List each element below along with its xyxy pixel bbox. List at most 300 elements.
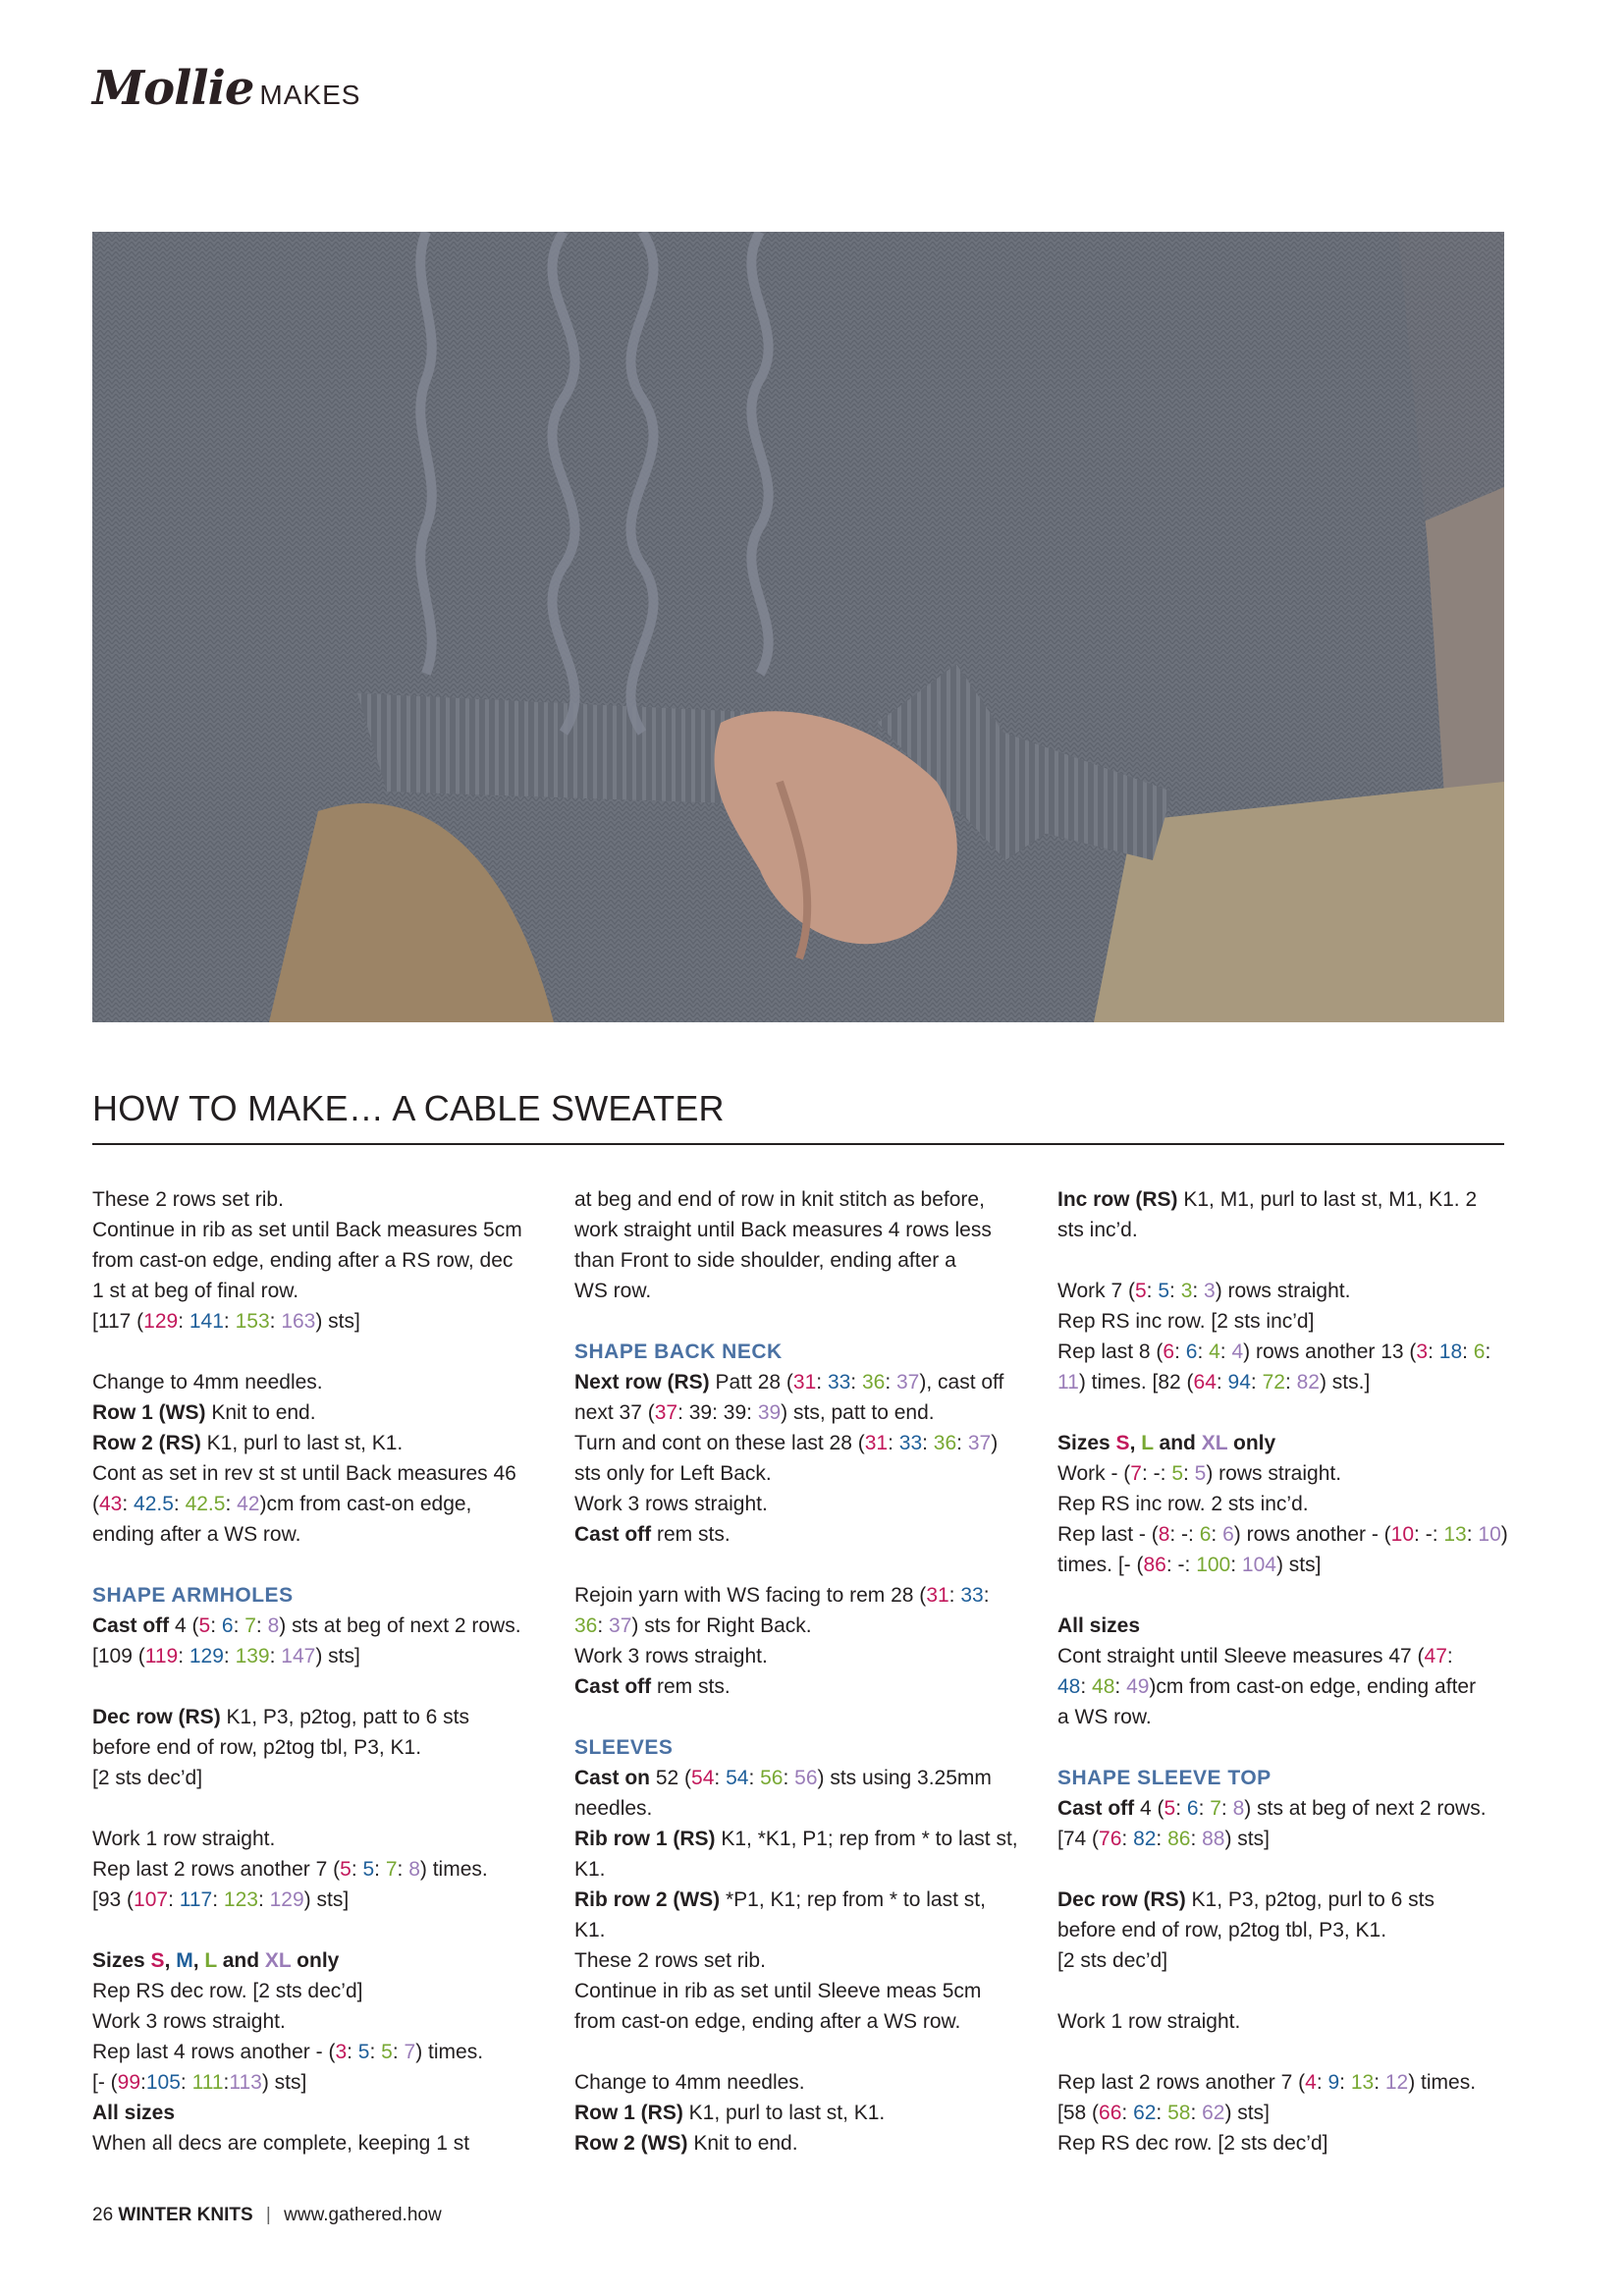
instruction-line [92,1245,514,1276]
text-run: : [225,1493,238,1515]
text-run: : [714,1767,727,1789]
text-run: , [1129,1432,1142,1454]
size-value: 54 [726,1767,749,1789]
text-run: K1, P3, p2tog, purl to 6 sts [1185,1888,1435,1911]
size-value: 58 [1167,2102,1191,2124]
text-run: Work 3 rows straight. [92,2010,286,2033]
size-value: 139 [235,1645,270,1667]
instruction-line [1057,1945,1470,1976]
cable-sweater-photo [92,232,1504,1022]
size-value: 5 [1134,1280,1147,1302]
text-run: Sizes [92,1949,151,1972]
size-value: 37 [967,1432,992,1454]
text-run: : [1197,1340,1210,1363]
instruction-line [574,1519,987,1550]
text-run: next 37 ( [574,1401,655,1424]
text-run: : [1485,1340,1491,1363]
text-run: Inc row (RS) [1057,1188,1178,1211]
text-run: [93 ( [92,1888,135,1911]
size-value: 18 [1438,1340,1463,1363]
text-run: : [1169,1280,1181,1302]
size-value: 129 [269,1888,304,1911]
text-run: rem sts. [651,1675,731,1698]
text-run: : [257,1888,270,1911]
text-run: : [1428,1340,1439,1363]
size-value: 129 [143,1310,179,1333]
text-run: : [180,2071,192,2094]
text-run: Rep last 8 ( [1057,1340,1164,1363]
instruction-line [92,1763,505,1793]
size-value: 4 [1209,1340,1220,1363]
text-run: These 2 rows set rib. [92,1188,284,1211]
size-value: 5 [362,1858,375,1881]
text-run: : [1216,1371,1228,1394]
size-value: 99 [117,2071,141,2094]
instruction-line [92,1184,505,1215]
text-run: ) times. [415,2041,484,2063]
spacer [574,1306,987,1337]
size-value: 107 [134,1888,169,1911]
text-run: : [1250,1371,1263,1394]
text-run: 52 ( [650,1767,692,1789]
text-run: and [1153,1432,1202,1454]
text-run: : [948,1584,961,1607]
size-value: 5 [1164,1797,1176,1820]
instruction-line [1057,1337,1491,1367]
size-value: 37 [609,1614,632,1637]
text-run: ) times. [1408,2071,1477,2094]
instruction-line [92,1306,505,1337]
text-run: : [597,1614,610,1637]
size-value: 5 [1171,1462,1183,1485]
text-run: )cm from cast-on edge, [259,1493,472,1515]
size-value: 31 [792,1371,817,1394]
text-run: : [1230,1554,1242,1576]
spacer [574,1702,987,1732]
size-value: 7 [1130,1462,1142,1485]
size-value: L [204,1949,217,1972]
instruction-line [92,1428,505,1458]
text-run: : [1114,1675,1127,1698]
instruction-line [574,1215,992,1245]
magazine-name: WINTER KNITS [118,2205,253,2225]
text-run: Knit to end. [205,1401,316,1424]
instruction-line [92,2098,505,2128]
size-value: 113 [229,2071,262,2094]
spacer [1057,1732,1470,1763]
spacer [1057,1245,1470,1276]
text-run: : [140,2071,146,2094]
size-value: 8 [267,1614,280,1637]
instruction-line [1057,1276,1470,1306]
instruction-line [574,1245,987,1276]
text-run: Continue in rib as set until Back measures 5cm [92,1219,522,1241]
size-value: 117 [179,1888,213,1911]
text-run: Cont as set in rev st st until Back measures 46 [92,1462,516,1485]
text-run: [2 sts dec’d] [92,1767,203,1789]
size-value: 37 [654,1401,678,1424]
text-run: : [783,1767,795,1789]
text-run: : [223,1645,236,1667]
size-value: 33 [960,1584,984,1607]
size-value: 36 [574,1614,598,1637]
size-value: 43 [99,1493,123,1515]
size-value: 153 [235,1310,270,1333]
pattern-column-2 [574,1184,1018,2159]
text-run: K1, M1, purl to last st, M1, K1. 2 [1177,1188,1478,1211]
text-run: : [922,1432,934,1454]
text-run: : [269,1645,282,1667]
text-run: When all decs are complete, keeping 1 st [92,2132,470,2155]
text-run: from cast-on edge, ending after a WS row. [574,2010,961,2033]
size-value: 6 [1163,1340,1175,1363]
text-run: Continue in rib as set until Sleeve meas 5cm [574,1980,982,2002]
text-run: rem sts. [651,1523,731,1546]
instruction-line [92,1276,505,1306]
text-run: : [1080,1675,1093,1698]
instruction-line [574,1915,987,1945]
text-run: : -: [1169,1523,1200,1546]
text-run: : [885,1371,896,1394]
text-run: ) [1500,1523,1508,1546]
spacer [92,1550,505,1580]
size-value: S [1115,1432,1130,1454]
text-run: Next row (RS) [574,1371,710,1394]
text-run: : [122,1493,135,1515]
text-run: : [1284,1371,1297,1394]
instruction-line [574,1671,987,1702]
mollie-makes-logo [92,61,360,116]
instruction-line [574,1397,987,1428]
spacer [92,1793,505,1824]
size-value: 5 [1194,1462,1207,1485]
text-run: : -: [1165,1554,1197,1576]
text-run: : [1146,1280,1159,1302]
instruction-line [574,1945,987,1976]
size-value: 54 [691,1767,715,1789]
size-value: 8 [1232,1797,1245,1820]
size-value: 111 [191,2071,224,2094]
text-run: : [1211,1523,1223,1546]
text-run: ending after a WS row. [92,1523,301,1546]
text-run: : [178,1645,189,1667]
text-run: ) sts] [261,2071,307,2094]
text-run: These 2 rows set rib. [574,1949,766,1972]
text-run: : [1156,2102,1168,2124]
instruction-line [1057,1793,1487,1824]
pattern-column-3 [1057,1184,1508,2159]
text-run: Knit to end. [687,2132,798,2155]
text-run: K1, P3, p2tog, patt to 6 sts [220,1706,470,1728]
size-value: 129 [189,1645,224,1667]
text-run: Work 3 rows straight. [574,1645,768,1667]
instruction-line [1057,1367,1470,1397]
article-title: HOW TO MAKE… A CABLE SWEATER [92,1088,725,1128]
text-run: : [397,1858,409,1881]
instruction-line [574,1489,987,1519]
instruction-line [92,1397,505,1428]
text-run: Rep last - ( [1057,1523,1159,1546]
text-run: Rep last 4 rows another - ( [92,2041,336,2063]
text-run: Work 1 row straight. [1057,2010,1241,2033]
instruction-line [574,1793,987,1824]
text-run: ) sts at beg of next 2 rows. [279,1614,521,1637]
text-run: [2 sts dec’d] [1057,1949,1168,1972]
size-value: 7 [404,2041,416,2063]
text-run: ) sts] [315,1310,360,1333]
size-value: 4 [1231,1340,1244,1363]
instruction-line [92,1611,521,1641]
text-run: Sizes [1057,1432,1116,1454]
text-run: : [1220,1797,1233,1820]
instruction-line [1057,1915,1470,1945]
text-run: times. [- ( [1057,1554,1144,1576]
text-run: : [1175,1797,1187,1820]
size-value: 72 [1262,1371,1285,1394]
text-run: : [351,1858,363,1881]
instruction-line [92,1215,522,1245]
text-run: Work - ( [1057,1462,1131,1485]
text-run: : [210,1614,222,1637]
size-value: 3 [1416,1340,1429,1363]
instruction-line [92,1519,505,1550]
size-value: 141 [189,1310,224,1333]
text-run: ) rows straight. [1215,1280,1351,1302]
instruction-line [92,1732,505,1763]
text-run: WS row. [574,1280,652,1302]
text-run: : [748,1767,761,1789]
text-run: 4 ( [1134,1797,1164,1820]
text-run: only [291,1949,340,1972]
text-run: : [178,1310,189,1333]
instruction-line [574,1976,987,2006]
size-value: 5 [340,1858,352,1881]
text-run: 1 st at beg of final row. [92,1280,299,1302]
instruction-line [574,1885,987,1915]
text-run: : [1174,1340,1186,1363]
instruction-line [574,1276,987,1306]
size-value: 13 [1350,2071,1375,2094]
size-value: 6 [221,1614,234,1637]
text-run: Work 7 ( [1057,1280,1135,1302]
size-value: XL [264,1949,292,1972]
text-run: Rep RS inc row. 2 sts inc’d. [1057,1493,1309,1515]
spacer [1057,1580,1470,1611]
size-value: 6 [1222,1523,1234,1546]
instruction-line [574,1641,987,1671]
text-run: than Front to side shoulder, ending after a [574,1249,956,1272]
size-value: 82 [1296,1371,1320,1394]
text-run: , [164,1949,177,1972]
text-run: Row 1 (WS) [92,1401,206,1424]
text-run: work straight until Back measures 4 rows less [574,1219,992,1241]
instruction-line [1057,2098,1470,2128]
section-heading: SLEEVES [574,1736,674,1759]
instruction-line [574,1428,999,1458]
instruction-line [1057,1489,1470,1519]
text-run: Patt 28 ( [709,1371,793,1394]
size-value: 123 [223,1888,258,1911]
instruction-line [1057,2067,1477,2098]
text-run: [58 ( [1057,2102,1100,2124]
text-run: Cast off [574,1523,652,1546]
instruction-line [1057,1519,1508,1550]
text-run: : [1183,1462,1195,1485]
text-run: : [1192,1280,1205,1302]
instruction-line [574,1580,990,1611]
text-run: : [1198,1797,1211,1820]
instruction-line [1057,2006,1470,2037]
text-run: : [1219,1340,1232,1363]
text-run: : 39: 39: [677,1401,758,1424]
size-value: 5 [357,2041,370,2063]
text-run: : [816,1371,828,1394]
text-run: Cont straight until Sleeve measures 47 ( [1057,1645,1425,1667]
instruction-line [92,2128,505,2159]
text-run: Cast off [1057,1797,1135,1820]
text-run: ) times. [82 ( [1078,1371,1194,1394]
text-run: : -: [1414,1523,1444,1546]
text-run: K1, purl to last st, K1. [682,2102,886,2124]
instruction-line [1057,1611,1470,1641]
text-run: : [223,2071,230,2094]
size-value: 66 [1099,2102,1122,2124]
size-value: 147 [281,1645,316,1667]
spacer [92,1337,505,1367]
text-run: K1, purl to last st, K1. [200,1432,404,1454]
instruction-line [1057,1458,1470,1489]
size-value: 8 [1158,1523,1170,1546]
size-value: 88 [1202,1828,1225,1850]
text-run: : [888,1432,899,1454]
instruction-line [92,2006,505,2037]
size-value: 10 [1390,1523,1415,1546]
instruction-line [574,1763,992,1793]
size-value: 6 [1199,1523,1212,1546]
text-run: ) rows straight. [1206,1462,1342,1485]
size-value: M [176,1949,193,1972]
text-run: : [1316,2071,1328,2094]
instruction-line [92,1945,505,1976]
text-run: Rep last 2 rows another 7 ( [92,1858,341,1881]
page-number: 26 [92,2205,114,2225]
instruction-line [574,2098,987,2128]
size-value: 5 [198,1614,211,1637]
text-run: : [1462,1340,1474,1363]
size-value: 6 [1473,1340,1486,1363]
text-run: ) sts] [1224,1828,1270,1850]
text-run: : [1121,2102,1134,2124]
logo-makes: MAKES [259,80,361,110]
text-run: ) [991,1432,999,1454]
text-run: ) sts.] [1319,1371,1371,1394]
text-run: Rejoin yarn with WS facing to rem 28 ( [574,1584,927,1607]
size-value: 7 [1210,1797,1221,1820]
text-run: : [1374,2071,1385,2094]
text-run: Work 1 row straight. [92,1828,276,1850]
text-run: ( [92,1493,99,1515]
text-run: Turn and cont on these last 28 ( [574,1432,865,1454]
text-run: K1. [574,1858,606,1881]
size-value: 48 [1092,1675,1115,1698]
text-run: Rib row 1 (RS) [574,1828,716,1850]
instruction-line [574,1611,987,1641]
text-run: All sizes [1057,1614,1141,1637]
text-run: Change to 4mm needles. [92,1371,323,1394]
text-run: All sizes [92,2102,176,2124]
text-run: : [168,1888,180,1911]
text-run: ) sts] [1224,2102,1270,2124]
text-run: Rib row 2 (WS) [574,1888,721,1911]
text-run: : [255,1614,268,1637]
page-footer [92,2205,442,2226]
spacer [92,1671,505,1702]
text-run: 4 ( [169,1614,199,1637]
instruction-line [1057,2128,1470,2159]
text-run: : [1121,1828,1134,1850]
text-run: sts only for Left Back. [574,1462,772,1485]
instruction-line [574,2006,987,2037]
size-value: 31 [864,1432,889,1454]
text-run: : [212,1888,224,1911]
size-value: 3 [335,2041,348,2063]
instruction-line [92,1702,505,1732]
instruction-line [574,1824,1018,1854]
text-run: Rep RS inc row. [2 sts inc’d] [1057,1310,1315,1333]
size-value: 62 [1133,2102,1157,2124]
text-run: ), cast off [919,1371,1004,1394]
footer-url: www.gathered.how [284,2205,442,2225]
size-value: 6 [1186,1797,1199,1820]
text-run: ) sts] [315,1645,360,1667]
instruction-line [1057,1306,1470,1337]
text-run: Row 2 (WS) [574,2132,688,2155]
instruction-line [92,1824,505,1854]
size-value: 12 [1384,2071,1409,2094]
size-value: XL [1201,1432,1228,1454]
size-value: 8 [408,1858,420,1881]
pattern-column-1 [92,1184,522,2159]
text-run: [- ( [92,2071,118,2094]
text-run: : [369,2041,382,2063]
spacer [1057,2037,1470,2067]
logo-script: Mollie [92,61,254,116]
size-value: 10 [1478,1523,1501,1546]
instruction-line [574,1184,987,1215]
spacer [1057,1854,1470,1885]
text-run: Cast off [92,1614,170,1637]
instruction-line [574,1458,987,1489]
text-run: Dec row (RS) [92,1706,221,1728]
size-value: 7 [385,1858,398,1881]
text-run: : [850,1371,862,1394]
text-run: : -: [1141,1462,1172,1485]
text-run: Work 3 rows straight. [574,1493,768,1515]
size-value: 100 [1196,1554,1231,1576]
text-run: , [192,1949,205,1972]
text-run: Dec row (RS) [1057,1888,1186,1911]
size-value: 76 [1099,1828,1122,1850]
section-heading: SHAPE BACK NECK [574,1340,783,1363]
size-value: 163 [281,1310,316,1333]
text-run: before end of row, p2tog tbl, P3, K1. [92,1736,422,1759]
size-value: 62 [1202,2102,1225,2124]
text-run: : [173,1493,186,1515]
text-run: ) rows another - ( [1233,1523,1391,1546]
size-value: 64 [1193,1371,1217,1394]
size-value: 56 [794,1767,818,1789]
size-value: 5 [1158,1280,1170,1302]
